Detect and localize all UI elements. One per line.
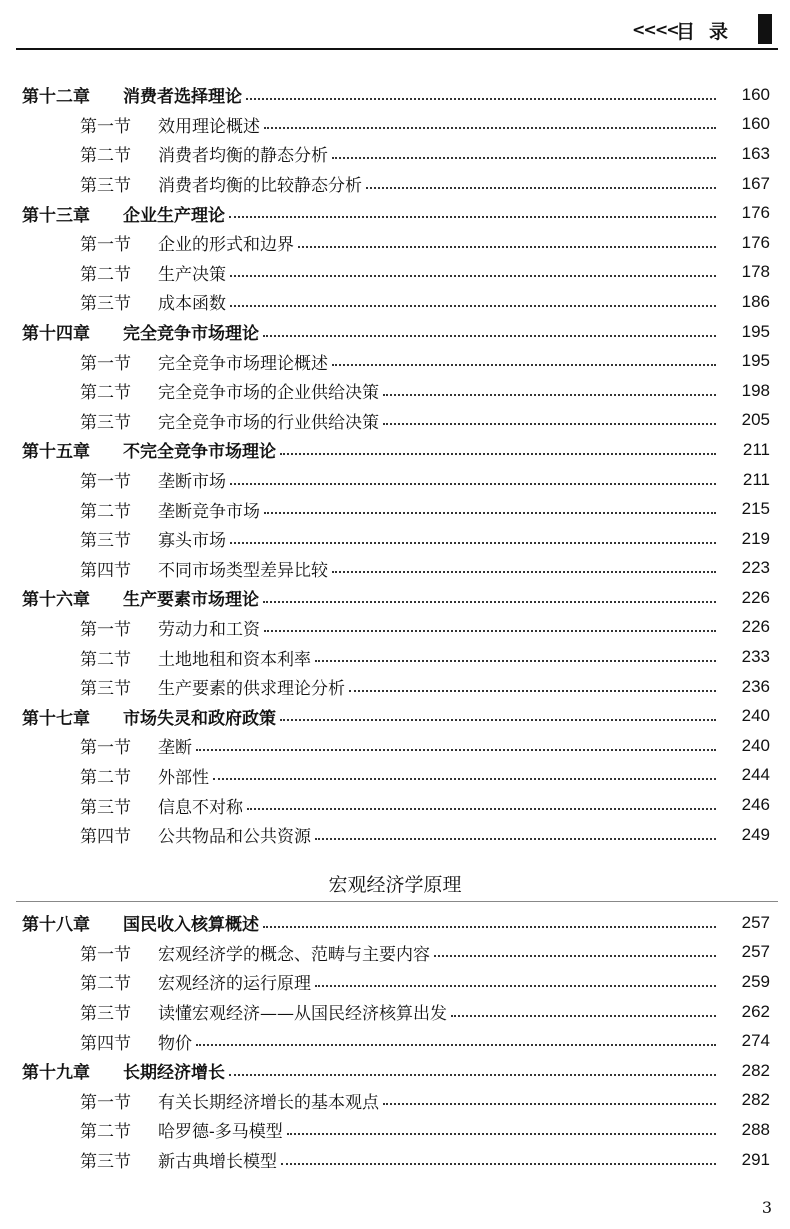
chapter-number: 第十七章: [22, 708, 90, 729]
dot-leader: [213, 778, 716, 780]
section-number: 第三节: [80, 1152, 131, 1173]
section-title: 信息不对称: [158, 797, 243, 818]
toc-section-row[interactable]: [0, 613, 790, 643]
dot-leader: [287, 1133, 716, 1135]
arrows-icon: <<<<: [632, 20, 678, 39]
dot-leader: [434, 955, 716, 957]
section-title: 公共物品和公共资源: [158, 827, 311, 848]
page-ref: 163: [741, 143, 770, 163]
toc-section-row[interactable]: [0, 258, 790, 288]
page-ref: 288: [741, 1119, 770, 1139]
page-header: [612, 14, 772, 48]
section-number: 第四节: [80, 827, 131, 848]
dot-leader: [280, 719, 716, 721]
chapter-title: 生产要素市场理论: [123, 590, 259, 611]
toc-section-row[interactable]: [0, 1115, 790, 1145]
chapter-number: 第十九章: [22, 1063, 90, 1084]
section-title: 新古典增长模型: [158, 1152, 277, 1173]
chapter-number: 第十五章: [22, 442, 90, 463]
dot-leader: [332, 571, 716, 573]
section-title: 消费者均衡的比较静态分析: [158, 176, 362, 197]
dot-leader: [230, 483, 716, 485]
toc-section-row[interactable]: [0, 790, 790, 820]
dot-leader: [315, 838, 716, 840]
section-number: 第三节: [80, 412, 131, 433]
page-ref: 198: [741, 380, 770, 400]
section-number: 第二节: [80, 383, 131, 404]
chapter-title: 消费者选择理论: [123, 87, 242, 108]
toc-section-row[interactable]: [0, 346, 790, 376]
section-title: 生产要素的供求理论分析: [158, 679, 345, 700]
dot-leader: [383, 423, 716, 425]
dot-leader: [349, 690, 716, 692]
page-ref: 160: [741, 84, 770, 104]
toc-section-row[interactable]: [0, 967, 790, 997]
page-ref: 274: [741, 1031, 770, 1051]
dot-leader: [196, 1044, 716, 1046]
toc-section-row[interactable]: [0, 228, 790, 258]
toc-section-row[interactable]: [0, 465, 790, 495]
page-ref: 176: [741, 203, 770, 223]
page-ref: 244: [741, 765, 770, 785]
section-number: 第三节: [80, 176, 131, 197]
section-title: 物价: [158, 1033, 192, 1054]
toc-micro: [0, 80, 790, 849]
chapter-number: 第十四章: [22, 324, 90, 345]
section-title: 垄断: [158, 738, 192, 759]
toc-chapter-row[interactable]: [0, 198, 790, 228]
dot-leader: [196, 749, 716, 751]
page-ref: 223: [741, 558, 770, 578]
page-ref: 195: [741, 321, 770, 341]
part-title: 宏观经济学原理: [328, 874, 462, 896]
toc-section-row[interactable]: [0, 169, 790, 199]
dot-leader: [263, 926, 716, 928]
chapter-title: 国民收入核算概述: [123, 915, 259, 936]
section-title: 寡头市场: [158, 531, 226, 552]
dot-leader: [366, 187, 716, 189]
page-ref: 249: [741, 824, 770, 844]
chapter-number: 第十三章: [22, 205, 90, 226]
page-ref: 176: [741, 232, 770, 252]
section-title: 有关长期经济增长的基本观点: [158, 1092, 379, 1113]
page-number: 3: [761, 1198, 772, 1217]
toc-chapter-row[interactable]: [0, 317, 790, 347]
chapter-title: 市场失灵和政府政策: [123, 708, 276, 729]
corner-tab-icon: [758, 14, 772, 44]
section-number: 第一节: [80, 472, 131, 493]
dot-leader: [230, 305, 716, 307]
toc-section-row[interactable]: [0, 524, 790, 554]
toc-macro: [0, 908, 790, 1174]
page-ref: 236: [741, 676, 770, 696]
section-number: 第二节: [80, 146, 131, 167]
dot-leader: [383, 394, 716, 396]
dot-leader: [332, 364, 716, 366]
page-ref: 257: [741, 912, 770, 932]
page-ref: 240: [741, 706, 770, 726]
section-number: 第二节: [80, 501, 131, 522]
toc-section-row[interactable]: [0, 494, 790, 524]
dot-leader: [315, 660, 716, 662]
toc-chapter-row[interactable]: [0, 701, 790, 731]
section-number: 第三节: [80, 679, 131, 700]
header-rule: [16, 48, 778, 50]
dot-leader: [332, 157, 716, 159]
page-ref: 195: [741, 351, 770, 371]
toc-section-row[interactable]: [0, 761, 790, 791]
dot-leader: [264, 127, 716, 129]
chapter-number: 第十八章: [22, 915, 90, 936]
section-title: 效用理论概述: [158, 116, 260, 137]
toc-section-row[interactable]: [0, 642, 790, 672]
toc-section-row[interactable]: [0, 938, 790, 968]
toc-section-row[interactable]: [0, 139, 790, 169]
chapter-number: 第十二章: [22, 87, 90, 108]
page-ref: 167: [741, 173, 770, 193]
page-ref: 262: [741, 1001, 770, 1021]
toc-section-row[interactable]: [0, 1086, 790, 1116]
dot-leader: [264, 630, 716, 632]
toc-section-row[interactable]: [0, 1145, 790, 1175]
section-title: 垄断市场: [158, 472, 226, 493]
page-ref: 257: [741, 942, 770, 962]
dot-leader: [230, 542, 716, 544]
toc-section-row[interactable]: [0, 376, 790, 406]
section-title: 宏观经济的运行原理: [158, 974, 311, 995]
page-ref: 215: [741, 499, 770, 519]
toc-chapter-row[interactable]: [0, 80, 790, 110]
page-ref: 219: [741, 528, 770, 548]
page-ref: 178: [741, 262, 770, 282]
dot-leader: [230, 275, 716, 277]
section-number: 第一节: [80, 738, 131, 759]
dot-leader: [246, 98, 716, 100]
section-title: 完全竞争市场的行业供给决策: [158, 412, 379, 433]
toc-section-row[interactable]: [0, 406, 790, 436]
header-title: 目录: [676, 21, 743, 43]
page-ref: 211: [742, 439, 770, 459]
section-title: 完全竞争市场的企业供给决策: [158, 383, 379, 404]
section-title: 不同市场类型差异比较: [158, 560, 328, 581]
toc-section-row[interactable]: [0, 820, 790, 850]
section-title: 生产决策: [158, 264, 226, 285]
page-ref: 233: [741, 647, 770, 667]
section-title: 读懂宏观经济——从国民经济核算出发: [158, 1004, 447, 1025]
toc-chapter-row[interactable]: [0, 583, 790, 613]
section-title: 企业的形式和边界: [158, 235, 294, 256]
section-title: 成本函数: [158, 294, 226, 315]
dot-leader: [247, 808, 716, 810]
dot-leader: [298, 246, 716, 248]
section-title: 劳动力和工资: [158, 619, 260, 640]
dot-leader: [451, 1015, 716, 1017]
section-title: 宏观经济学的概念、范畴与主要内容: [158, 944, 430, 965]
section-number: 第二节: [80, 1122, 131, 1143]
dot-leader: [281, 1163, 716, 1165]
dot-leader: [280, 453, 716, 455]
section-title: 土地地租和资本利率: [158, 649, 311, 670]
section-title: 外部性: [158, 767, 209, 788]
dot-leader: [229, 216, 716, 218]
toc-section-row[interactable]: [0, 287, 790, 317]
section-number: 第三节: [80, 294, 131, 315]
toc-chapter-row[interactable]: [0, 908, 790, 938]
page-ref: 160: [741, 114, 770, 134]
page-ref: 246: [741, 795, 770, 815]
section-number: 第四节: [80, 1033, 131, 1054]
toc-chapter-row[interactable]: [0, 435, 790, 465]
toc-section-row[interactable]: [0, 1026, 790, 1056]
section-number: 第三节: [80, 1004, 131, 1025]
section-title: 消费者均衡的静态分析: [158, 146, 328, 167]
toc-section-row[interactable]: [0, 554, 790, 584]
toc-chapter-row[interactable]: [0, 1056, 790, 1086]
section-number: 第二节: [80, 649, 131, 670]
section-number: 第一节: [80, 619, 131, 640]
dot-leader: [263, 601, 716, 603]
section-number: 第一节: [80, 235, 131, 256]
chapter-title: 完全竞争市场理论: [123, 324, 259, 345]
page-ref: 205: [741, 410, 770, 430]
dot-leader: [383, 1103, 716, 1105]
dot-leader: [263, 335, 716, 337]
section-number: 第二节: [80, 264, 131, 285]
dot-leader: [229, 1074, 716, 1076]
section-number: 第二节: [80, 767, 131, 788]
page-ref: 282: [741, 1090, 770, 1110]
page-ref: 226: [741, 617, 770, 637]
chapter-title: 企业生产理论: [123, 205, 225, 226]
chapter-number: 第十六章: [22, 590, 90, 611]
page-ref: 240: [741, 735, 770, 755]
page-ref: 211: [742, 469, 770, 489]
section-number: 第一节: [80, 353, 131, 374]
toc-section-row[interactable]: [0, 731, 790, 761]
page-ref: 259: [741, 971, 770, 991]
section-number: 第一节: [80, 1092, 131, 1113]
section-number: 第一节: [80, 116, 131, 137]
toc-section-row[interactable]: [0, 672, 790, 702]
page-ref: 291: [741, 1149, 770, 1169]
section-number: 第一节: [80, 944, 131, 965]
page-ref: 186: [741, 291, 770, 311]
page-ref: 282: [741, 1060, 770, 1080]
section-number: 第三节: [80, 531, 131, 552]
section-number: 第二节: [80, 974, 131, 995]
section-title: 完全竞争市场理论概述: [158, 353, 328, 374]
section-title: 垄断竞争市场: [158, 501, 260, 522]
dot-leader: [264, 512, 716, 514]
chapter-title: 不完全竞争市场理论: [123, 442, 276, 463]
chapter-title: 长期经济增长: [123, 1063, 225, 1084]
toc-section-row[interactable]: [0, 997, 790, 1027]
dot-leader: [315, 985, 716, 987]
page-ref: 226: [741, 587, 770, 607]
part-rule: [16, 901, 778, 902]
toc-section-row[interactable]: [0, 110, 790, 140]
section-number: 第三节: [80, 797, 131, 818]
section-title: 哈罗德-多马模型: [158, 1122, 283, 1143]
section-number: 第四节: [80, 560, 131, 581]
